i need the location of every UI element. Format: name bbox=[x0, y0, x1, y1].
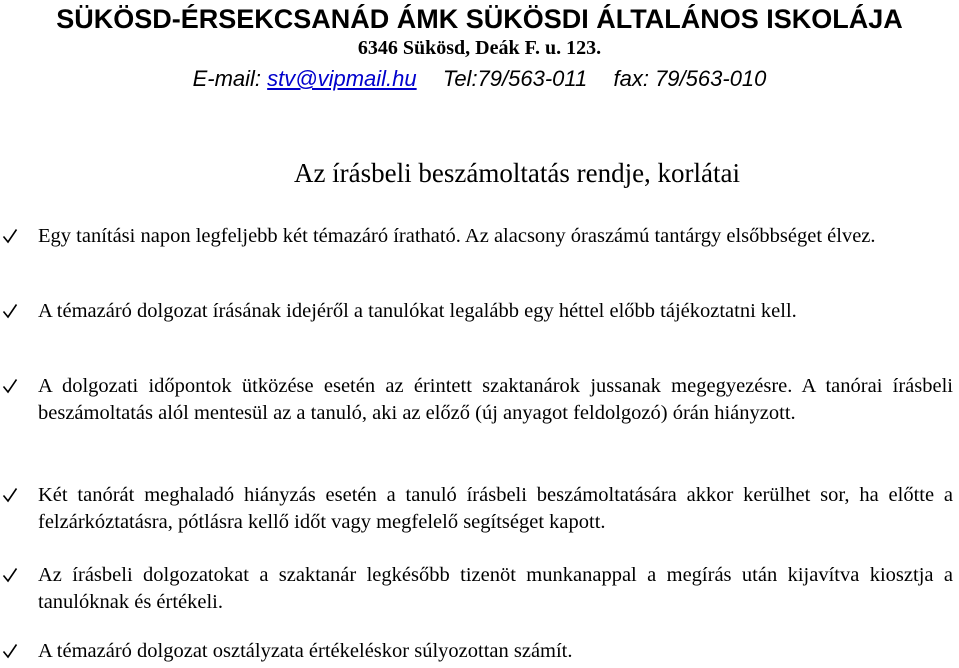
rule-item bbox=[38, 298, 953, 325]
email-label: E-mail: bbox=[192, 66, 262, 91]
rule-text: Két tanórát meghaladó hiányzás esetén a tanuló írásbeli beszámoltatására akkor kerülhet sor, ha előtte a felzárkóztatásra, pótlásra kellő időt vagy megfelelő segítséget kapott. bbox=[38, 484, 953, 533]
rule-text: A dolgozati időpontok ütközése esetén az érintett szaktanárok jussanak megegyezésre. A tanórai írásbeli beszámoltatás alól mentesül az a tanuló, aki az előző (új anyagot feldolgozó) órán hiányzott. bbox=[38, 375, 953, 424]
phone-number: Tel:79/563-011 bbox=[442, 66, 588, 91]
rule-text: Egy tanítási napon legfeljebb két témazáró íratható. Az alacsony óraszámú tantárgy elsőbbséget élvez. bbox=[38, 225, 876, 247]
checkmark-icon bbox=[2, 378, 18, 394]
rule-item bbox=[38, 482, 953, 536]
school-address: 6346 Sükösd, Deák F. u. 123. bbox=[357, 37, 602, 59]
email-link[interactable]: stv@vipmail.hu bbox=[267, 66, 417, 91]
rule-item bbox=[38, 373, 953, 427]
rule-item bbox=[38, 562, 953, 616]
checkmark-icon bbox=[2, 567, 18, 583]
checkmark-icon bbox=[2, 643, 18, 659]
school-name: SÜKÖSD-ÉRSEKCSANÁD ÁMK SÜKÖSDI ÁLTALÁNOS ISKOLÁJA bbox=[56, 4, 903, 34]
fax-number: fax: 79/563-010 bbox=[613, 66, 767, 91]
checkmark-icon bbox=[2, 303, 18, 319]
checkmark-icon bbox=[2, 487, 18, 503]
document-title: Az írásbeli beszámoltatás rendje, korlátai bbox=[293, 158, 741, 188]
rule-text: A témazáró dolgozat osztályzata értékeléskor súlyozottan számít. bbox=[38, 640, 573, 662]
contact-line bbox=[0, 66, 959, 92]
checkmark-icon bbox=[2, 228, 18, 244]
rule-item bbox=[38, 223, 953, 250]
rule-text: Az írásbeli dolgozatokat a szaktanár legkésőbb tizenöt munkanappal a megírás után kijavítva kiosztja a tanulóknak és értékeli. bbox=[38, 564, 953, 613]
rule-text: A témazáró dolgozat írásának idejéről a tanulókat legalább egy héttel előbb tájékoztatni kell. bbox=[38, 300, 797, 322]
rule-item bbox=[38, 638, 953, 665]
